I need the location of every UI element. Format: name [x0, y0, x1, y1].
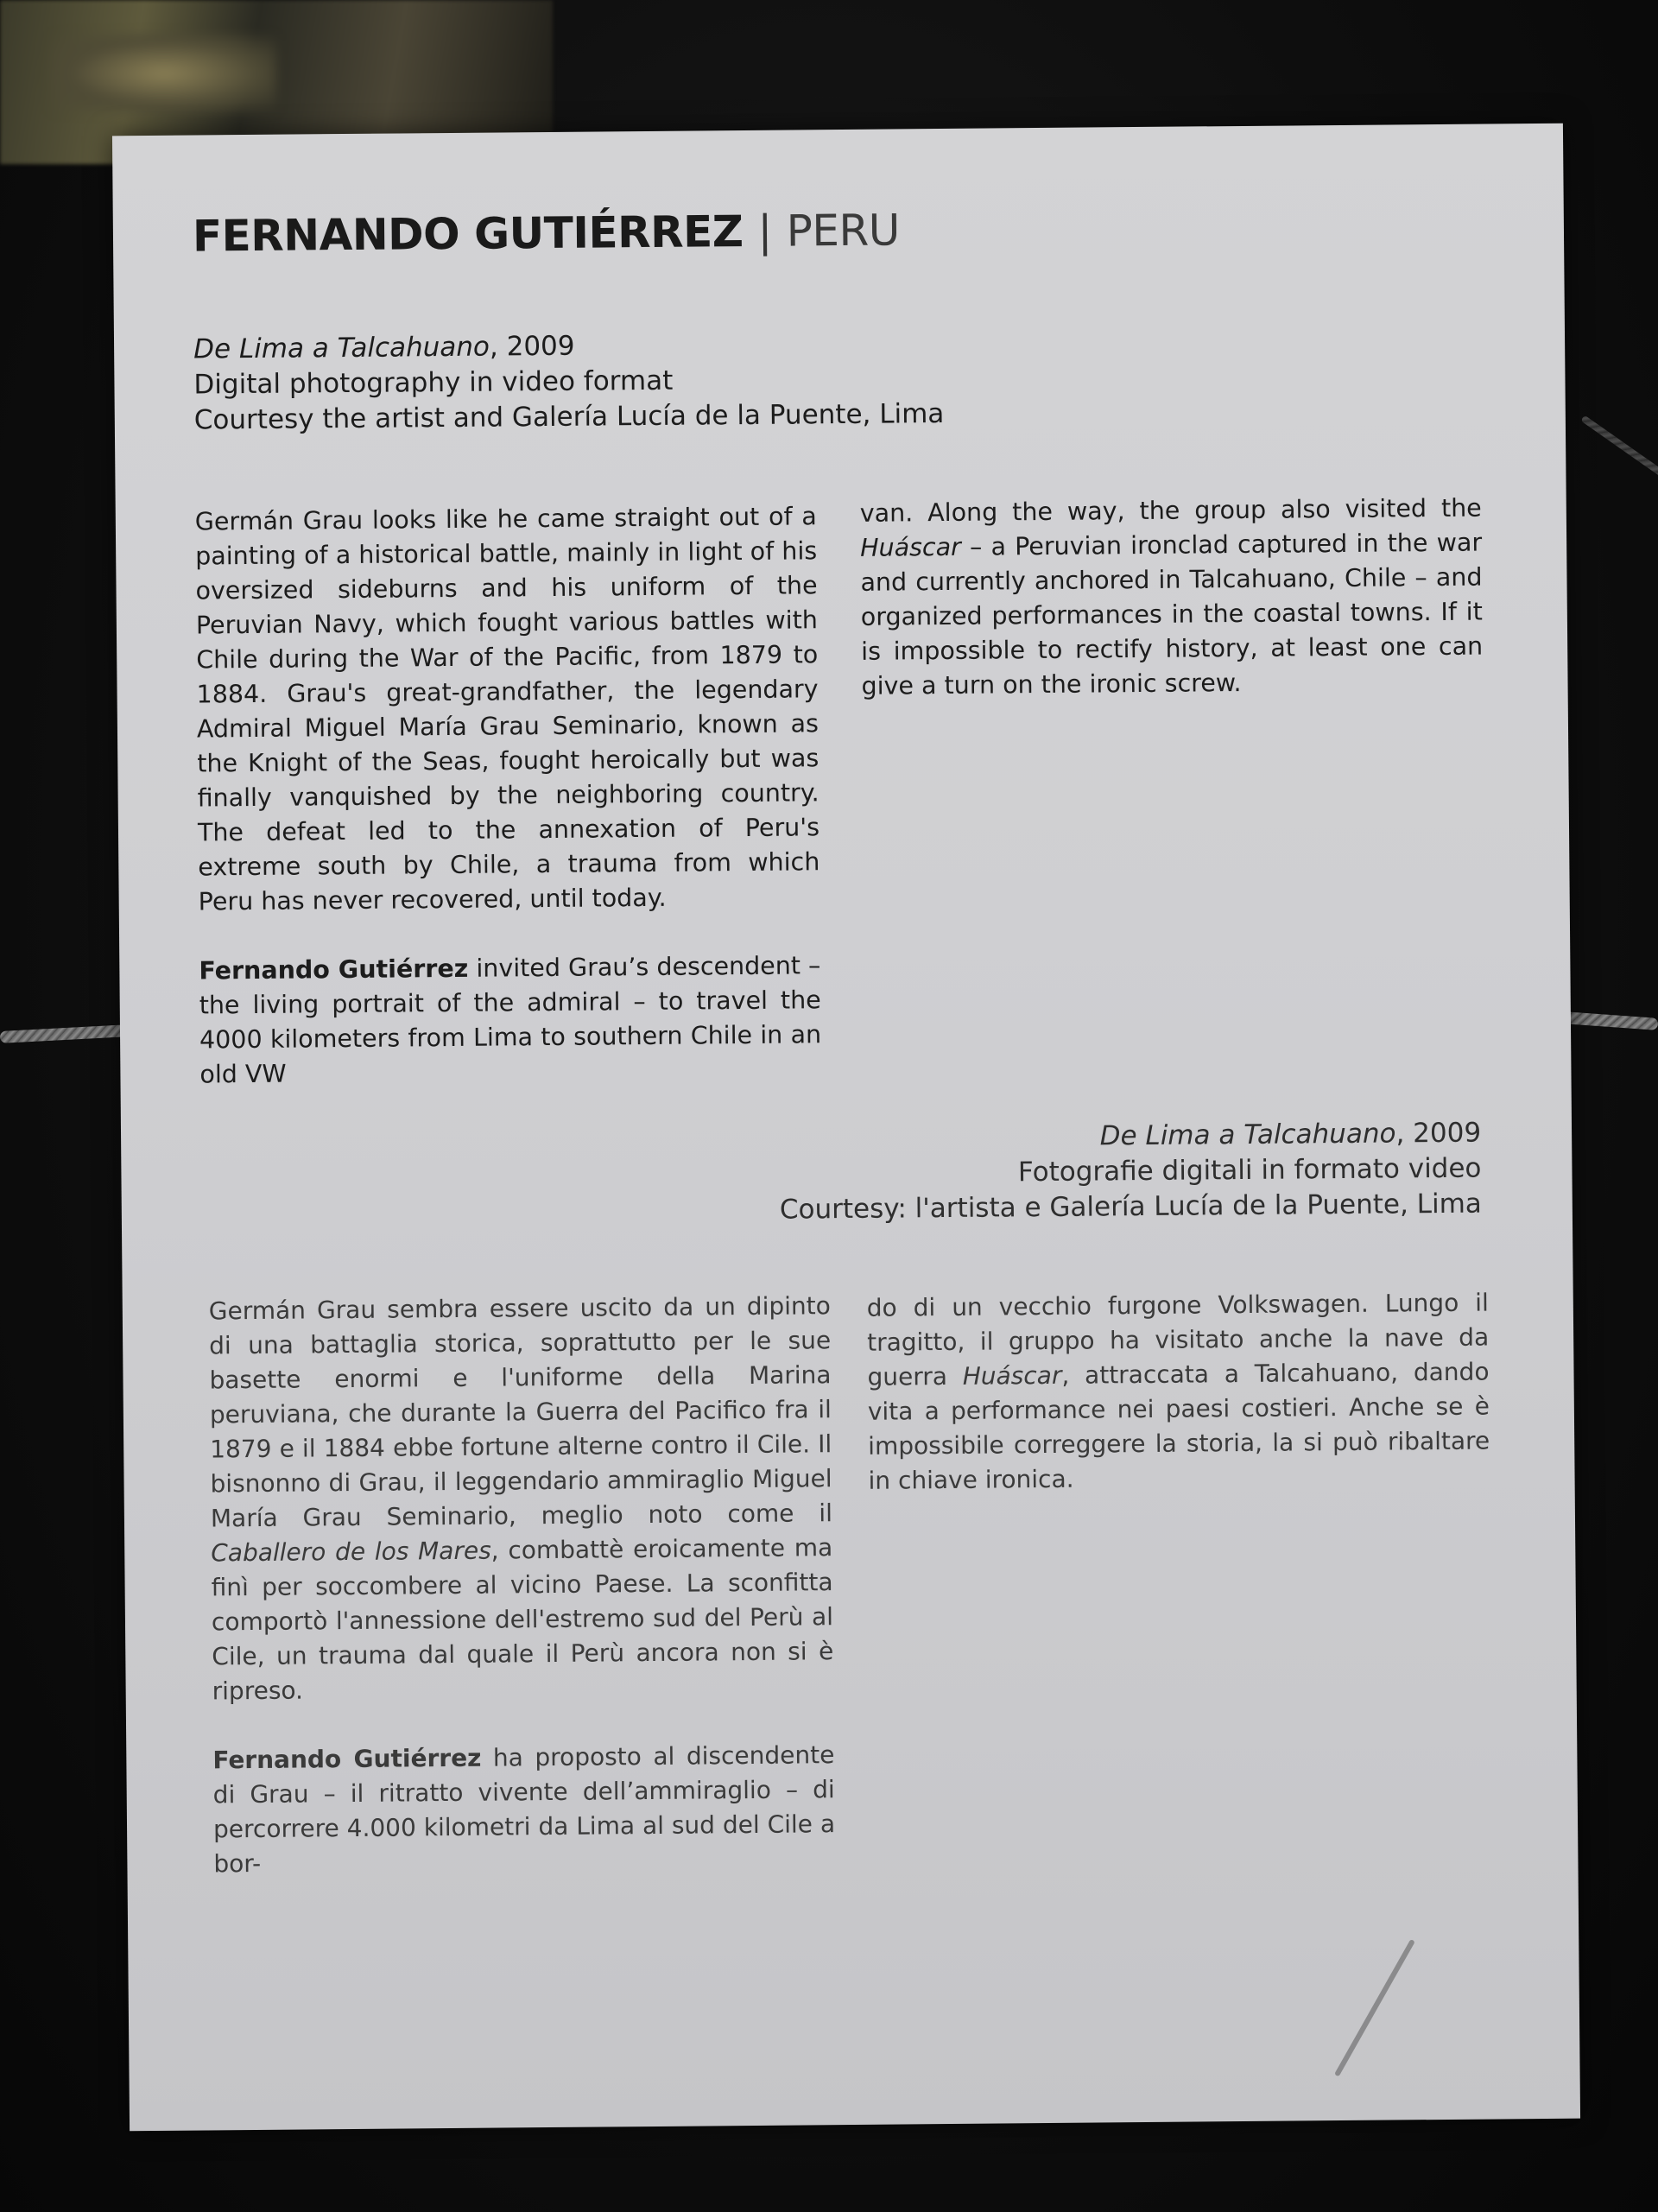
nickname-it: Caballero de los Mares	[211, 1536, 491, 1568]
artist-country: PERU	[786, 205, 901, 257]
description-it-column-2	[867, 1286, 1490, 1533]
description-it-column-1	[209, 1289, 836, 1916]
description-en-paragraph-2-start: Fernando Gutiérrez invited Grau’s descendent – the living portrait of the admiral – to travel the 4000 kilometers from Lima to southern Chile in an old VW	[199, 951, 822, 1089]
description-en-paragraph-2-end: van. Along the way, the group also visited the Huáscar – a Peruvian ironclad captured in the war and currently anchored in Talcahuano, Chile – and organized performances in the coastal towns. If it is impossible to rectify history, at least one can give a turn on the ironic screw.	[859, 493, 1484, 700]
ship-name-en: Huáscar	[860, 532, 961, 562]
pen-scratch-mark	[1334, 1939, 1415, 2077]
artist-name-inline-it: Fernando Gutiérrez	[212, 1743, 482, 1775]
artist-heading	[193, 205, 900, 261]
description-en-column-2	[860, 491, 1484, 738]
artist-name-inline-en: Fernando Gutiérrez	[199, 954, 469, 986]
work-info-english	[193, 326, 945, 439]
steel-cable-right	[1563, 1011, 1658, 1030]
work-medium-en: Digital photography in video format	[193, 364, 674, 401]
description-en-column-1	[195, 499, 822, 1126]
description-it-paragraph-2-end: do di un vecchio furgone Volkswagen. Lungo il tragitto, il gruppo ha visitato anche la nave da guerra Huáscar, attraccata a Talcahuano, dando vita a performance nei paesi costieri. Anche se è impossibile correggere la storia, la si può ribaltare in chiave ironica.	[866, 1288, 1490, 1495]
work-title-en: De Lima a Talcahuano	[193, 331, 490, 365]
artist-name: FERNANDO GUTIÉRREZ	[192, 206, 744, 262]
ship-name-it: Huáscar	[962, 1360, 1062, 1391]
work-title-it: De Lima a Talcahuano	[1099, 1118, 1396, 1152]
work-year-en: , 2009	[489, 330, 575, 363]
exhibition-label-card	[112, 124, 1580, 2132]
description-it-paragraph-2-start: Fernando Gutiérrez ha proposto al discendente di Grau – il ritratto vivente dell’ammiraglio – di percorrere 4.000 kilometri da Lima al sud del Cile a bor-	[212, 1740, 836, 1879]
description-en-ending: – a Peruvian ironclad captured in the war and currently anchored in Talcahuano, Chile – and organized performances in the coastal towns. If it is impossible to rectify history, at least one can give a turn on the ironic screw.	[860, 528, 1484, 700]
description-it-ending: , attraccata a Talcahuano, dando vita a performance nei paesi costieri. Anche se è impossibile correggere la storia, la si può ribaltare in chiave ironica.	[867, 1357, 1490, 1495]
work-credit-it: Courtesy: l'artista e Galería Lucía de la Puente, Lima	[779, 1188, 1482, 1226]
description-en-paragraph-1: Germán Grau looks like he came straight out of a painting of a historical battle, mainly in light of his oversized sideburns and his uniform of the Peruvian Navy, which fought various battles with Chile during the War of the Pacific, from 1879 to 1884. Grau's great-grandfather, the legendary Admiral Miguel María Grau Seminario, known as the Knight of the Seas, fought heroically but was finally vanquished by the neighboring country. The defeat led to the annexation of Peru's extreme south by Chile, a trauma from which Peru has never recovered, until today.	[194, 502, 820, 916]
work-credit-en: Courtesy the artist and Galería Lucía de la Puente, Lima	[193, 397, 945, 436]
description-it-p1-part-b: , combattè eroicamente ma finì per soccombere al vicino Paese. La sconfitta comportò l'annessione dell'estremo sud del Perù al Cile, un trauma dal quale il Perù ancora non si è ripreso.	[211, 1533, 834, 1706]
description-it-p1-part-a: Germán Grau sembra essere uscito da un dipinto di una battaglia storica, soprattutto per le sue basette enormi e l'uniforme della Marina peruviana, che durante la Guerra del Pacifico fra il 1879 e il 1884 ebbe fortune alterne contro il Cile. Il bisnonno di Grau, il leggendario ammiraglio Miguel María Grau Seminario, meglio noto come il	[208, 1291, 833, 1533]
work-year-it: , 2009	[1395, 1117, 1482, 1150]
background-artwork-detail	[52, 35, 276, 112]
steel-cable-left	[0, 1024, 130, 1043]
work-info-italian	[779, 1116, 1482, 1228]
work-medium-it: Fotografie digitali in formato video	[1017, 1152, 1482, 1188]
description-it-paragraph-1	[209, 1289, 834, 1708]
heading-separator: |	[757, 206, 773, 257]
steel-cable-diagonal	[1580, 415, 1658, 491]
